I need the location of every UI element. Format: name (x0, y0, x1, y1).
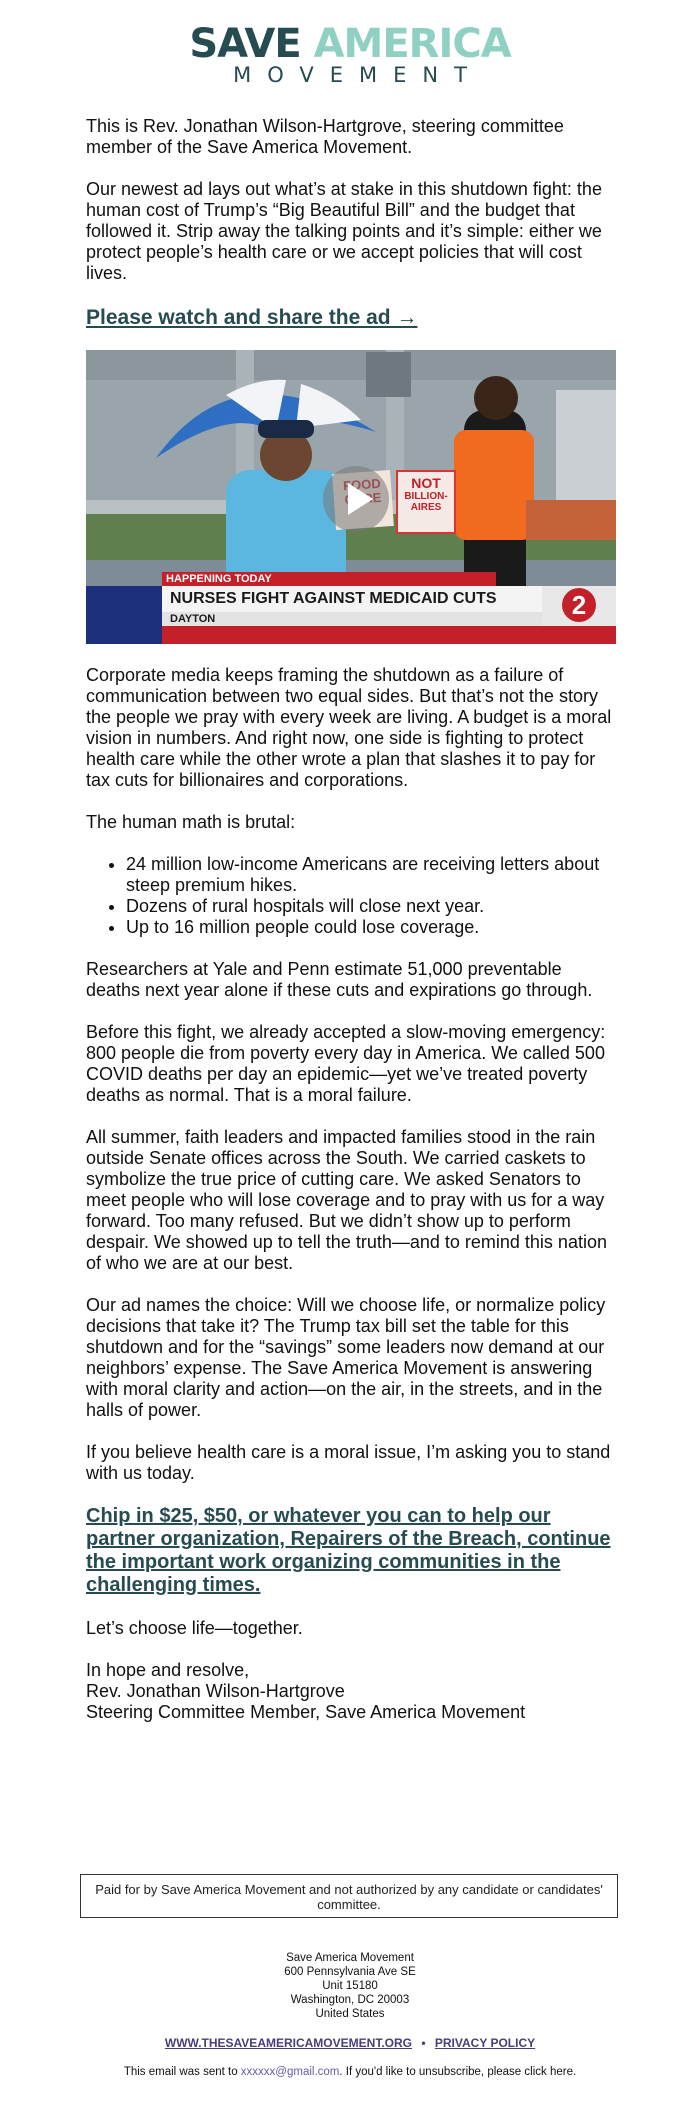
mailing-address (0, 1951, 700, 2021)
intro-paragraph: Our newest ad lays out what’s at stake in this shutdown fight: the human cost of Trump’s “Big Beautiful Bill” and the budget that followed it. Strip away the talking points and it’s simple: either we protect people’s health care or we accept policies that will cost lives. (86, 179, 602, 283)
logo-word-save: SAVE (189, 21, 301, 67)
logo-wordmark (0, 22, 700, 66)
list-item: • 24 million low-income Americans are receiving letters about steep premium hikes. (126, 854, 616, 896)
link-separator: • (421, 2036, 426, 2050)
address-line: Save America Movement (286, 1952, 414, 1964)
address-line: Unit 15180 (322, 1980, 378, 1992)
stats-list (86, 854, 616, 938)
signature-block (86, 1660, 616, 1723)
chyron-red-bar (162, 626, 616, 644)
unsubscribe-note (0, 2066, 700, 2078)
play-icon (323, 466, 389, 532)
intro-paragraph: This is Rev. Jonathan Wilson-Hartgrove, steering committee member of the Save America Movement. (86, 116, 564, 157)
list-item: • Up to 16 million people could lose coverage. (126, 917, 616, 938)
body-paragraph: If you believe health care is a moral issue, I’m asking you to stand with us today. (86, 1442, 611, 1483)
brand-logo (0, 22, 700, 86)
signer-title: Steering Committee Member, Save America Movement (86, 1702, 526, 1722)
list-item: • Dozens of rural hospitals will close next year. (126, 896, 616, 917)
signoff-line: In hope and resolve, (86, 1660, 250, 1680)
paid-for-disclaimer: Paid for by Save America Movement and not authorized by any candidate or candidates' committee. (80, 1874, 618, 1918)
channel-number: 2 (562, 588, 596, 622)
body-paragraph: Before this fight, we already accepted a slow-moving emergency: 800 people die from poverty every day in America. We called 500 COVID deaths per day an epidemic—yet we’ve treated poverty deaths as normal. That is a moral failure. (86, 1022, 606, 1105)
footer-note-prefix: This email was sent to (123, 2066, 241, 2078)
logo-word-movement: MOVEMENT (233, 63, 483, 87)
signer-name: Rev. Jonathan Wilson-Hartgrove (86, 1681, 345, 1701)
privacy-policy-link[interactable]: PRIVACY POLICY (434, 2036, 536, 2050)
chyron-headline: NURSES FIGHT AGAINST MEDICAID CUTS (162, 586, 542, 612)
body-paragraph: Our ad names the choice: Will we choose life, or normalize policy decisions that take it? The Trump tax bill set the table for this shutdown and for the “savings” some leaders now demand at our neighbors’ expense. The Save America Movement is answering with moral clarity and action—on the air, in the streets, and in the halls of power. (86, 1295, 606, 1420)
body-paragraph: The human math is brutal: (86, 812, 296, 832)
video-thumbnail[interactable] (86, 350, 616, 644)
watch-ad-link[interactable]: Please watch and share the ad → (86, 306, 418, 329)
channel-logo (542, 586, 616, 626)
closing-line: Let’s choose life—together. (86, 1618, 303, 1638)
logo-word-america: AMERICA (313, 21, 511, 67)
body-paragraph: Corporate media keeps framing the shutdown as a failure of communication between two equal sides. But that’s not the story the people we pray with every week are living. A budget is a moral vision in numbers. And right now, one side is fighting to protect health care while the other wrote a plan that slashes it to pay for tax cuts for billionaires and corporations. (86, 665, 612, 790)
sign-right-text-1: NOT (411, 475, 441, 491)
body-paragraph: Researchers at Yale and Penn estimate 51,000 preventable deaths next year alone if these cuts and expirations go through. (86, 959, 593, 1000)
news-chyron (86, 572, 616, 644)
website-link[interactable]: WWW.THESAVEAMERICAMOVEMENT.ORG (164, 2036, 412, 2050)
donate-link[interactable]: Chip in $25, $50, or whatever you can to help our partner organization, Repairers of the Breach, continue the important work organizing communities in the challenging times. (86, 1505, 611, 1596)
chyron-blue-block (86, 586, 162, 644)
address-line: 600 Pennsylvania Ave SE (284, 1966, 416, 1978)
chyron-location: DAYTON (162, 612, 542, 626)
address-line: United States (315, 2008, 385, 2020)
unsubscribe-text[interactable]: . If you'd like to unsubscribe, please click here. (339, 2066, 577, 2078)
protest-sign-right (396, 470, 456, 534)
play-button[interactable] (323, 466, 389, 532)
chyron-happening: HAPPENING TODAY (162, 572, 496, 586)
sign-right-text-3: AIRES (410, 502, 442, 513)
recipient-email: xxxxxx@gmail.com (240, 2066, 340, 2078)
email-body (86, 116, 616, 1723)
address-line: Washington, DC 20003 (290, 1994, 410, 2006)
footer-links (0, 2036, 700, 2050)
body-paragraph: All summer, faith leaders and impacted families stood in the rain outside Senate offices across the South. We carried caskets to symbolize the true price of cutting care. We asked Senators to meet people who will lose coverage and to pray with us for a way forward. Too many refused. But we didn’t show up to perform despair. We showed up to tell the truth—and to remind this nation of who we are at our best. (86, 1127, 607, 1273)
sign-right-text-2: BILLION- (404, 491, 448, 502)
